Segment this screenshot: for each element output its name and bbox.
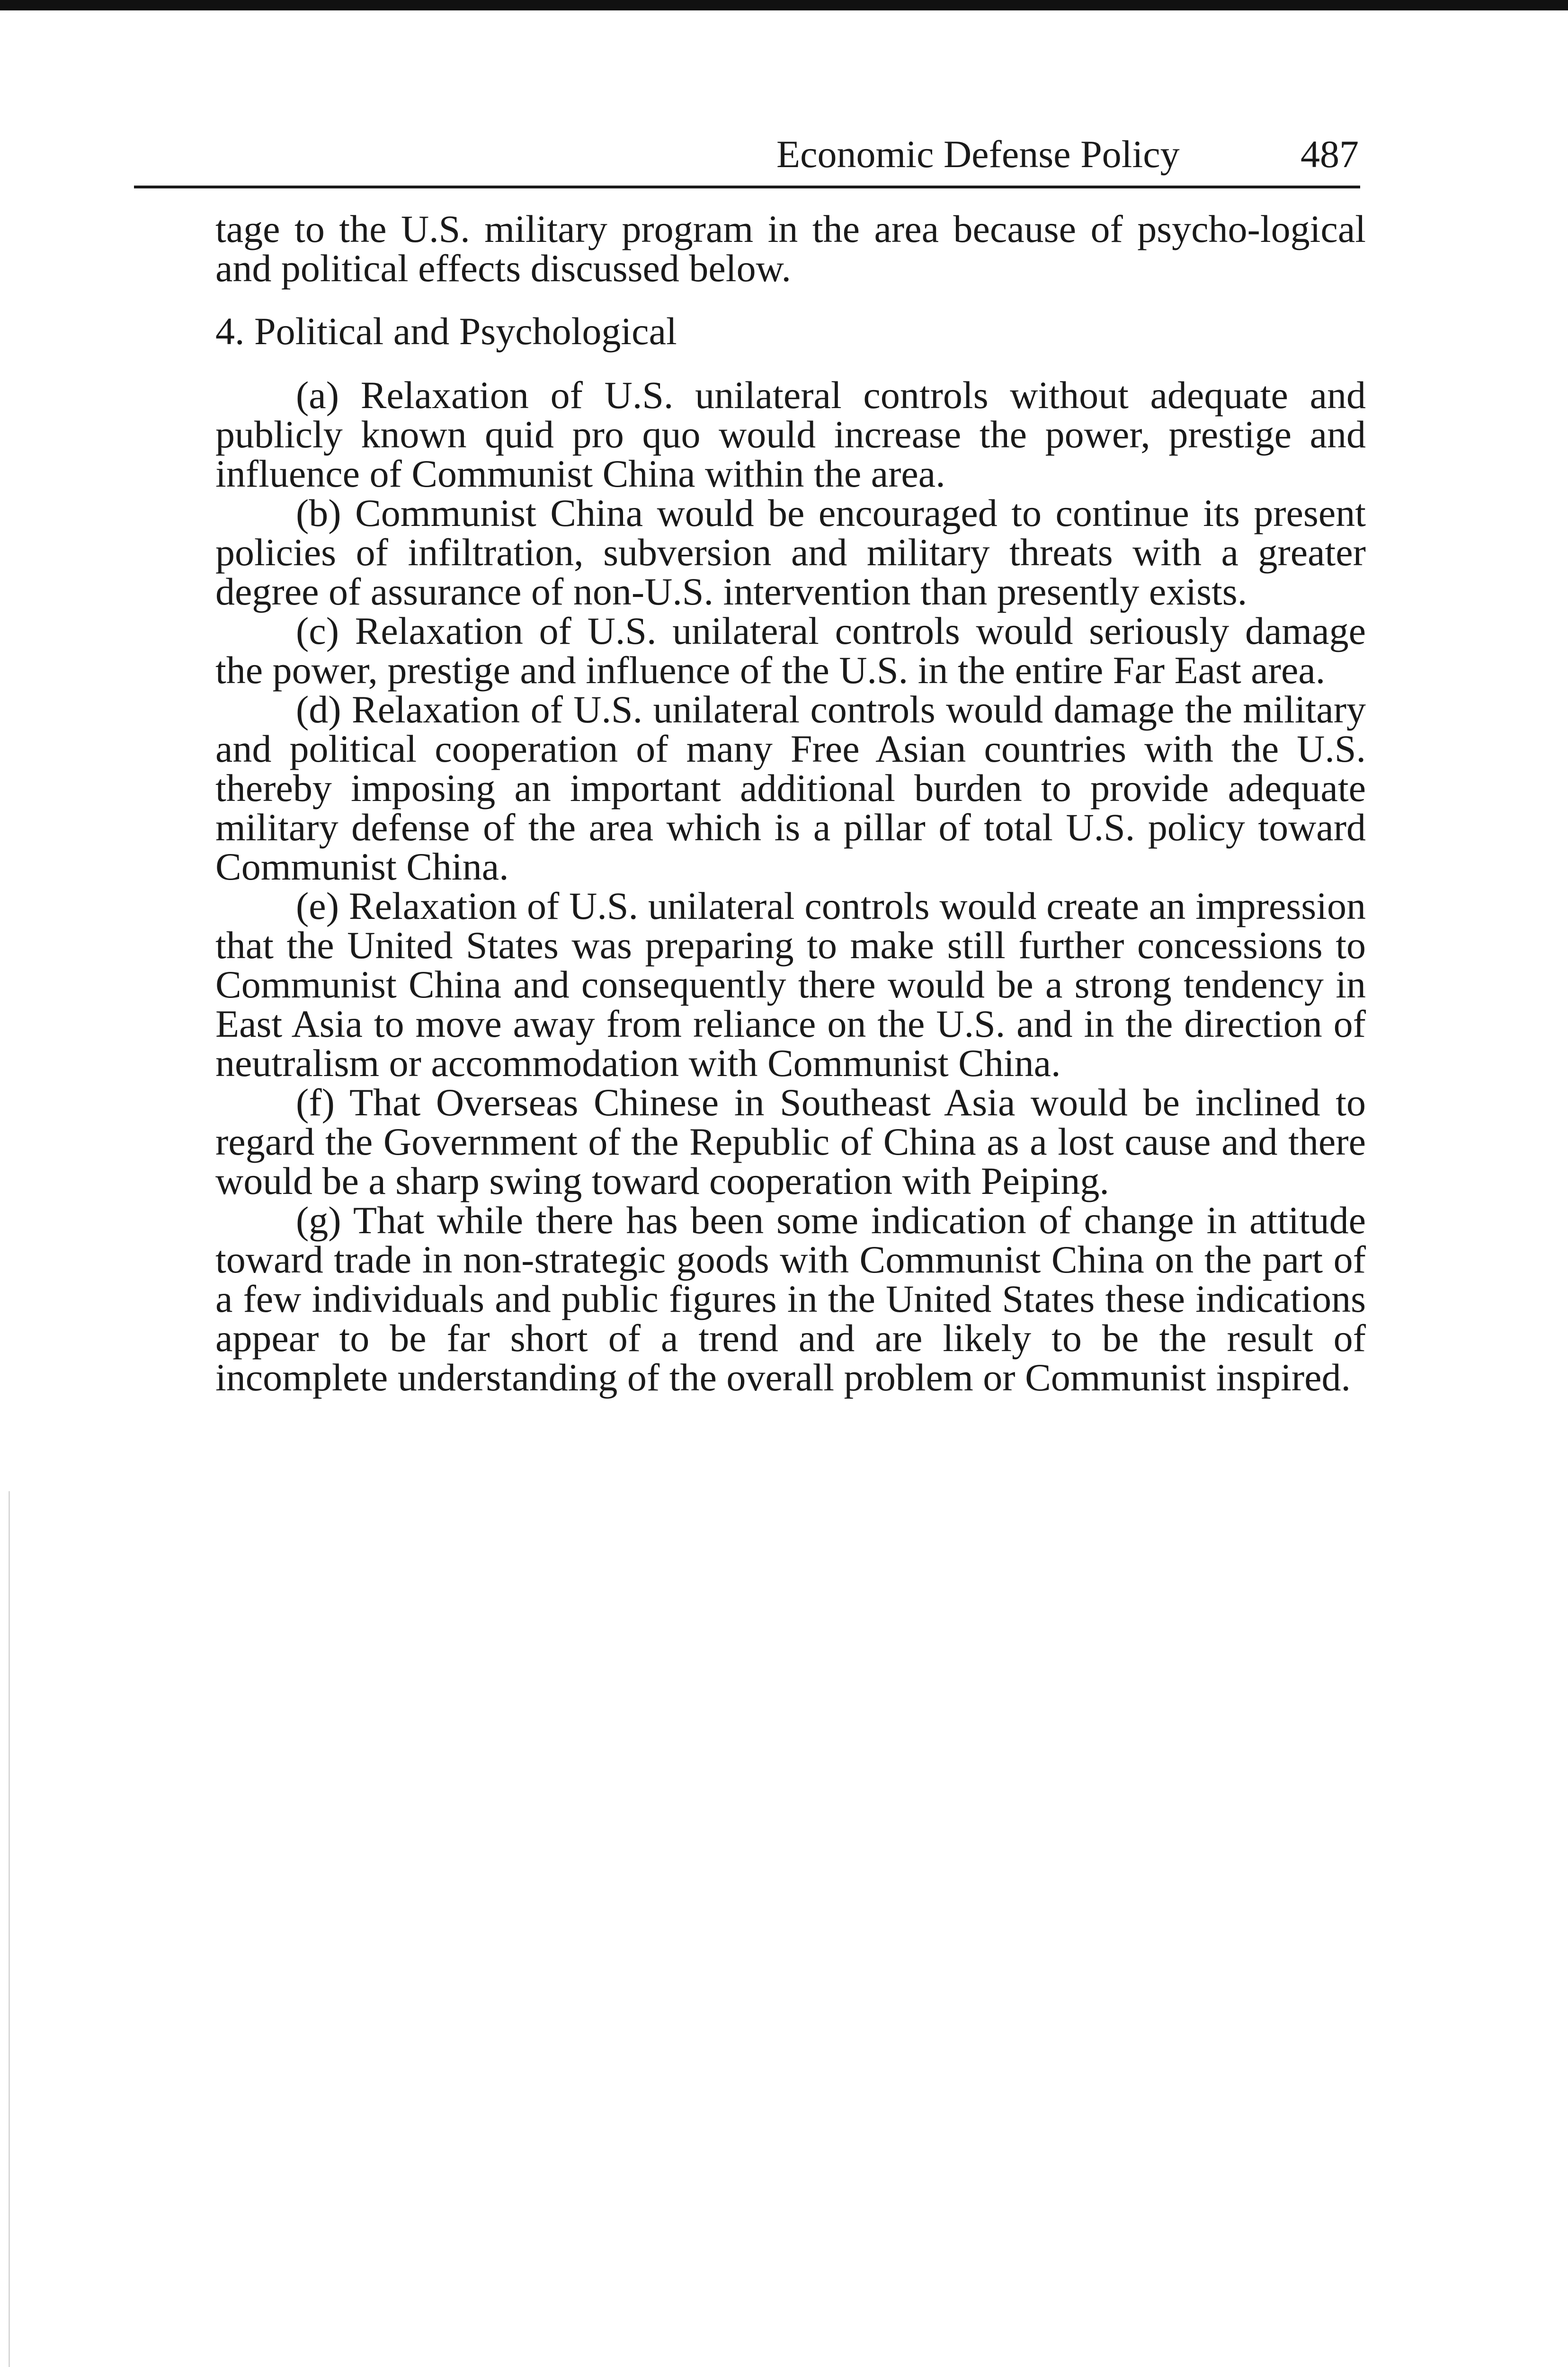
paragraph-b: (b) Communist China would be encouraged to continue its present policies of infiltration, subversion and military threats with a greater degree of assurance of non-U.S. intervention than presently exists. [215, 491, 1366, 613]
paragraph-g: (g) That while there has been some indication of change in attitude toward trade in non-strategic goods with Communist China on the part of a few individuals and public figures in the United States these indications appear to be far short of a trend and are likely to be the result of incomplete understanding of the overall problem or Communist inspired. [215, 1199, 1366, 1399]
paragraph-a: (a) Relaxation of U.S. unilateral controls without adequate and publicly known quid pro quo would increase the power, prestige and influence of Communist China within the area. [215, 374, 1366, 495]
page-number: 487 [1301, 133, 1359, 176]
paragraph-f: (f) That Overseas Chinese in Southeast Asia would be inclined to regard the Government of the Republic of China as a lost cause and there would be a sharp swing toward cooperation with Peiping. [215, 1081, 1366, 1202]
header-rule [134, 186, 1360, 188]
section-heading: 4. Political and Psychological [215, 310, 677, 353]
running-title: Economic Defense Policy [776, 133, 1180, 176]
paragraph-d: (d) Relaxation of U.S. unilateral controls would damage the military and political cooperation of many Free Asian countries with the U.S. thereby imposing an important additional burden to provide adequate military defense of the area which is a pillar of total U.S. policy toward Communist China. [215, 688, 1366, 888]
scan-edge-line [9, 1491, 10, 2367]
paragraph-c: (c) Relaxation of U.S. unilateral controls would seriously damage the power, prestige and influence of the U.S. in the entire Far East area. [215, 609, 1366, 692]
page-top-edge [0, 0, 1568, 10]
paragraph-e: (e) Relaxation of U.S. unilateral controls would create an impression that the United States was preparing to make still further concessions to Communist China and consequently there would be a strong tendency in East Asia to move away from reliance on the U.S. and in the direction of neutralism or accommodation with Communist China. [215, 884, 1366, 1085]
running-head [776, 127, 1359, 179]
continuation-paragraph: tage to the U.S. military program in the area because of psycho-logical and political effects discussed below. [215, 207, 1366, 290]
document-body [215, 209, 1366, 1397]
